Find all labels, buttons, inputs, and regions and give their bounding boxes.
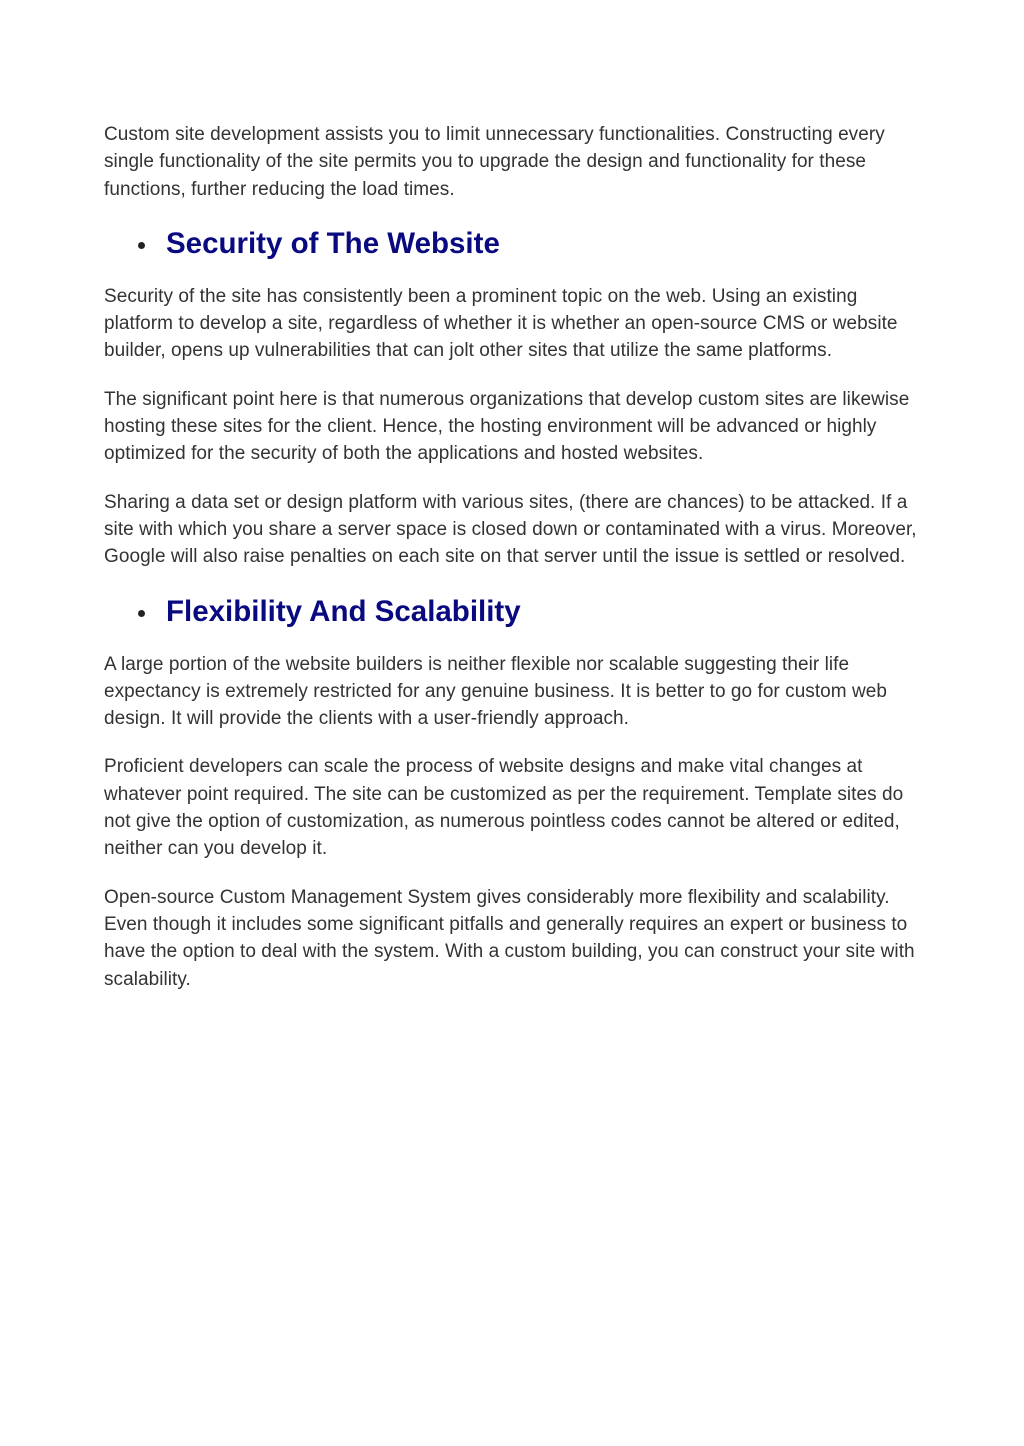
section-heading-security bbox=[104, 224, 924, 264]
document-page bbox=[104, 121, 924, 1014]
flexibility-paragraph-1: A large portion of the website builders is neither flexible nor scalable suggesting their life expectancy is extremely restricted for any genuine business. It is better to go for custom web design. It will provide the clients with a user-friendly approach. bbox=[104, 653, 888, 730]
bullet-icon bbox=[138, 242, 145, 249]
bullet-icon bbox=[138, 610, 145, 617]
section-heading-text: Flexibility And Scalability bbox=[166, 594, 521, 628]
security-paragraph-3: Sharing a data set or design platform with various sites, (there are chances) to be attacked. If a site with which you share a server space is closed down or contaminated with a virus. Moreover, Google will also raise penalties on each site on that server until the issue is settled or resolved. bbox=[104, 491, 917, 568]
security-paragraph-1: Security of the site has consistently been a prominent topic on the web. Using an existing platform to develop a site, regardless of whether it is whether an open-source CMS or website builder, opens up vulnerabilities that can jolt other sites that utilize the same platforms. bbox=[104, 285, 898, 362]
flexibility-paragraph-2: Proficient developers can scale the process of website designs and make vital changes at whatever point required. The site can be customized as per the requirement. Template sites do not give the option of customization, as numerous pointless codes cannot be altered or edited, neither can you develop it. bbox=[104, 756, 904, 860]
section-heading-flexibility bbox=[104, 592, 924, 632]
section-heading-text: Security of The Website bbox=[166, 226, 500, 260]
flexibility-paragraph-3: Open-source Custom Management System gives considerably more flexibility and scalability. Even though it includes some significant pitfalls and generally requires an expert or business to have the option to deal with the system. With a custom building, you can construct your site with scalability. bbox=[104, 886, 915, 990]
intro-paragraph: Custom site development assists you to limit unnecessary functionalities. Constructing every single functionality of the site permits you to upgrade the design and functionality for these functions, further reducing the load times. bbox=[104, 124, 885, 200]
security-paragraph-2: The significant point here is that numerous organizations that develop custom sites are likewise hosting these sites for the client. Hence, the hosting environment will be advanced or highly optimized for the security of both the applications and hosted websites. bbox=[104, 388, 910, 465]
